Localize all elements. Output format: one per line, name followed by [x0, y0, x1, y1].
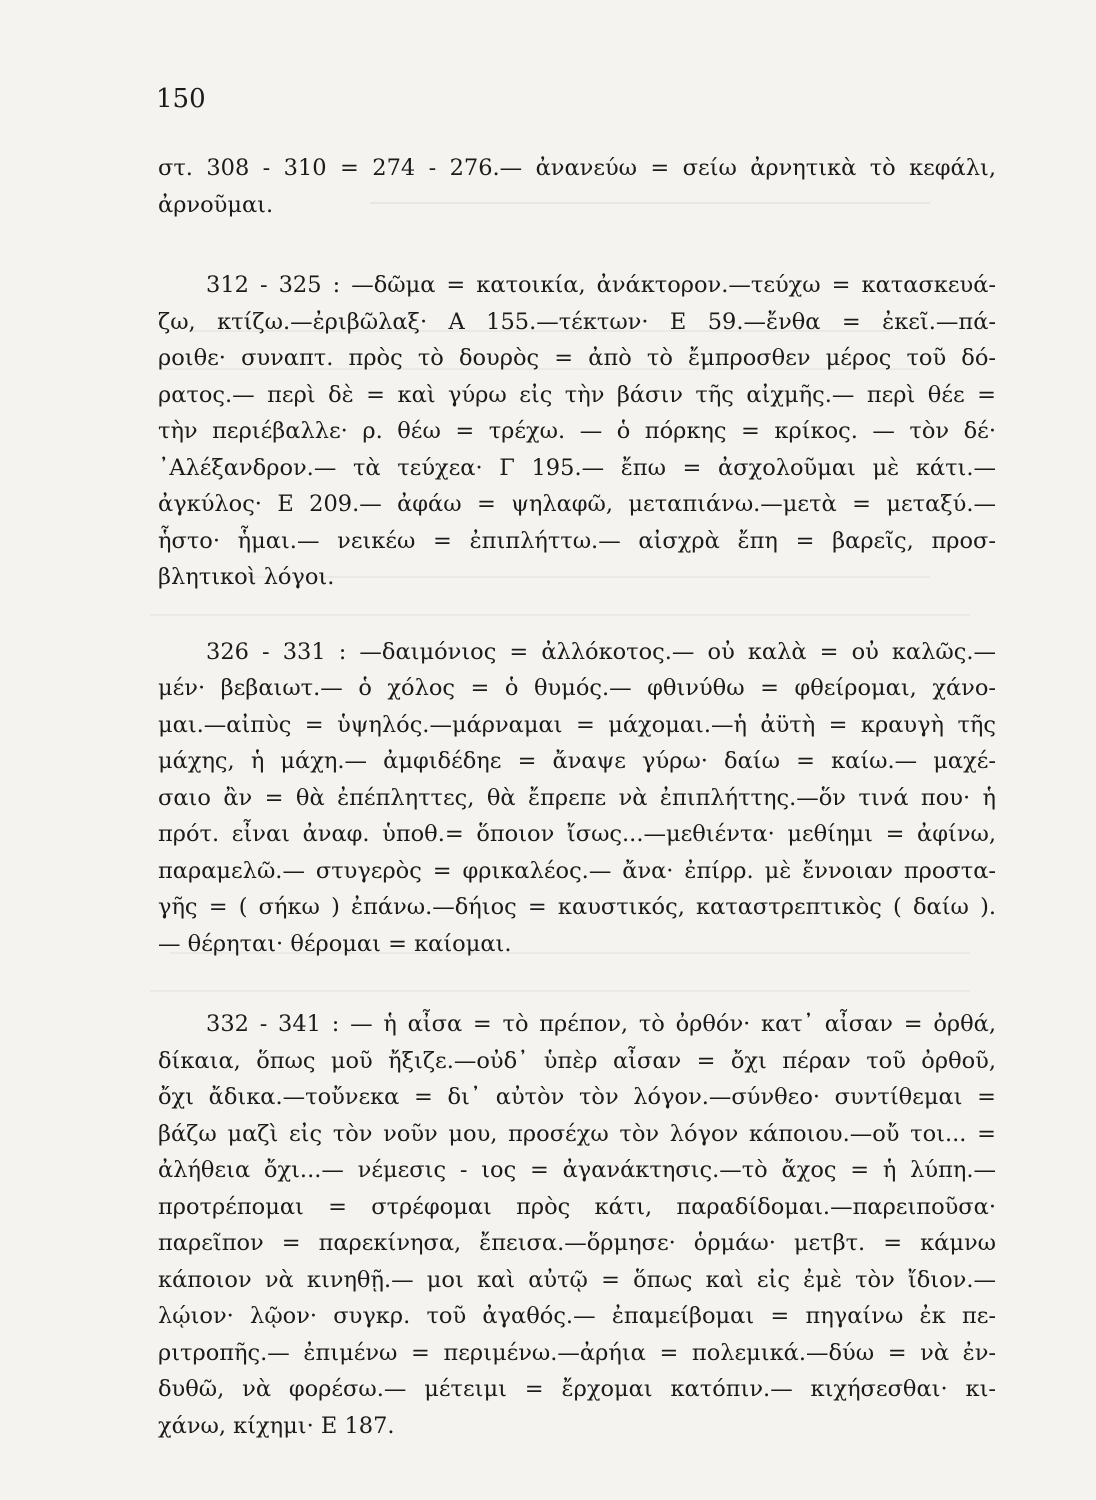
text-line: 332 - 341 : — ἡ αἶσα = τὸ πρέπον, τὸ ὀρθόν· κατ᾿ αἶσαν = ὀρθά, — [206, 1011, 996, 1037]
text-line: ἀλήθεια ὄχι...— νέμεσις - ιος = ἀγανάκτησις.—τὸ ἄχος = ἡ λύπη.— — [158, 1157, 996, 1183]
text-line: πρότ. εἶναι ἀναφ. ὑποθ.= ὅποιον ἴσως...—μεθιέντα· μεθίημι = ἀφίνω, — [158, 821, 996, 847]
page-number: 150 — [156, 84, 206, 114]
text-line: χάνω, κίχημι· Ε 187. — [158, 1412, 395, 1439]
text-line: ἀρνοῦμαι. — [158, 191, 274, 218]
text-line: ριτροπῆς.— ἐπιμένω = περιμένω.—ἀρήια = πολεμικά.—δύω = νὰ ἐν- — [158, 1339, 996, 1366]
text-line: ἧστο· ἧμαι.— νεικέω = ἐπιπλήττω.— αἰσχρὰ ἔπη = βαρεῖς, προσ- — [158, 527, 996, 554]
text-line: παρεῖπον = παρεκίνησα, ἔπεισα.—ὅρμησε· ὁρμάω· μετβτ. = κάμνω — [158, 1230, 996, 1256]
paragraph-326-331 — [158, 634, 996, 963]
text-line: βλητικοὶ λόγοι. — [158, 564, 335, 590]
text-line: ὄχι ἄδικα.—τοὔνεκα = δι᾿ αὐτὸν τὸν λόγον.—σύνθεο· συντίθεμαι = — [158, 1084, 996, 1110]
text-line: μέν· βεβαιωτ.— ὁ χόλος = ὁ θυμός.— φθινύθω = φθείρομαι, χάνο- — [158, 675, 996, 701]
paragraph-308-310 — [158, 150, 996, 223]
text-line: — θέρηται· θέρομαι = καίομαι. — [158, 930, 512, 957]
text-line: λῴιον· λῷον· συγκρ. τοῦ ἀγαθός.— ἐπαμείβομαι = πηγαίνω ἐκ πε- — [158, 1303, 996, 1329]
text-line: ζω, κτίζω.—ἐριβῶλαξ· Α 155.—τέκτων· Ε 59.—ἔνθα = ἐκεῖ.—πά- — [158, 308, 996, 335]
text-line: βάζω μαζὶ εἰς τὸν νοῦν μου, προσέχω τὸν λόγον κάποιου.—οὔ τοι... = — [158, 1120, 996, 1147]
text-line: προτρέπομαι = στρέφομαι πρὸς κάτι, παραδίδομαι.—παρειποῦσα· — [158, 1193, 996, 1220]
text-line: ροιθε· συναπτ. πρὸς τὸ δουρὸς = ἀπὸ τὸ ἔμπροσθεν μέρος τοῦ δό- — [158, 345, 996, 371]
text-line: ρατος.— περὶ δὲ = καὶ γύρω εἰς τὴν βάσιν τῆς αἰχμῆς.— περὶ θέε = — [158, 381, 996, 408]
text-line: γῆς = ( σήκω ) ἐπάνω.—δήιος = καυστικός, καταστρεπτικὸς ( δαίω ). — [158, 894, 996, 920]
text-line: κάποιον νὰ κινηθῇ.— μοι καὶ αὐτῷ = ὅπως καὶ εἰς ἐμὲ τὸν ἴδιον.— — [158, 1266, 996, 1293]
paragraph-312-325 — [158, 267, 996, 596]
text-line: δυθῶ, νὰ φορέσω.— μέτειμι = ἔρχομαι κατόπιν.— κιχήσεσθαι· κι- — [158, 1376, 996, 1402]
text-line: ᾿Αλέξανδρον.— τὰ τεύχεα· Γ 195.— ἔπω = ἀσχολοῦμαι μὲ κάτι.— — [158, 454, 996, 481]
text-line: μάχης, ἡ μάχη.— ἀμφιδέδηε = ἄναψε γύρω· δαίω = καίω.— μαχέ- — [158, 748, 996, 774]
text-line: 326 - 331 : —δαιμόνιος = ἀλλόκοτος.— οὐ καλὰ = οὐ καλῶς.— — [206, 638, 996, 665]
text-line: 312 - 325 : —δῶμα = κατοικία, ἀνάκτορον.—τεύχω = κατασκευά- — [206, 272, 996, 298]
text-line: παραμελῶ.— στυγερὸς = φρικαλέος.— ἄνα· ἐπίρρ. μὲ ἔννοιαν προστα- — [158, 857, 996, 884]
text-body — [158, 150, 996, 1444]
text-line: μαι.—αἰπὺς = ὑψηλός.—μάρναμαι = μάχομαι.—ἡ ἀϋτὴ = κραυγὴ τῆς — [158, 711, 996, 738]
text-line: ἀγκύλος· Ε 209.— ἀφάω = ψηλαφῶ, μεταπιάνω.—μετὰ = μεταξύ.— — [158, 491, 996, 517]
text-line: δίκαια, ὅπως μοῦ ἤξιζε.—οὐδ᾿ ὑπὲρ αἶσαν = ὄχι πέραν τοῦ ὀρθοῦ, — [158, 1047, 996, 1074]
text-line: τὴν περιέβαλλε· ρ. θέω = τρέχω. — ὁ πόρκης = κρίκος. — τὸν δέ· — [158, 418, 996, 444]
text-line: σαιο ἂν = θὰ ἐπέπληττες, θὰ ἔπρεπε νὰ ἐπιπλήττης.—ὅν τινά που· ἡ — [158, 784, 996, 811]
text-line: στ. 308 - 310 = 274 - 276.— ἀνανεύω = σείω ἀρνητικὰ τὸ κεφάλι, — [158, 155, 996, 181]
paragraph-332-341 — [158, 1006, 996, 1444]
